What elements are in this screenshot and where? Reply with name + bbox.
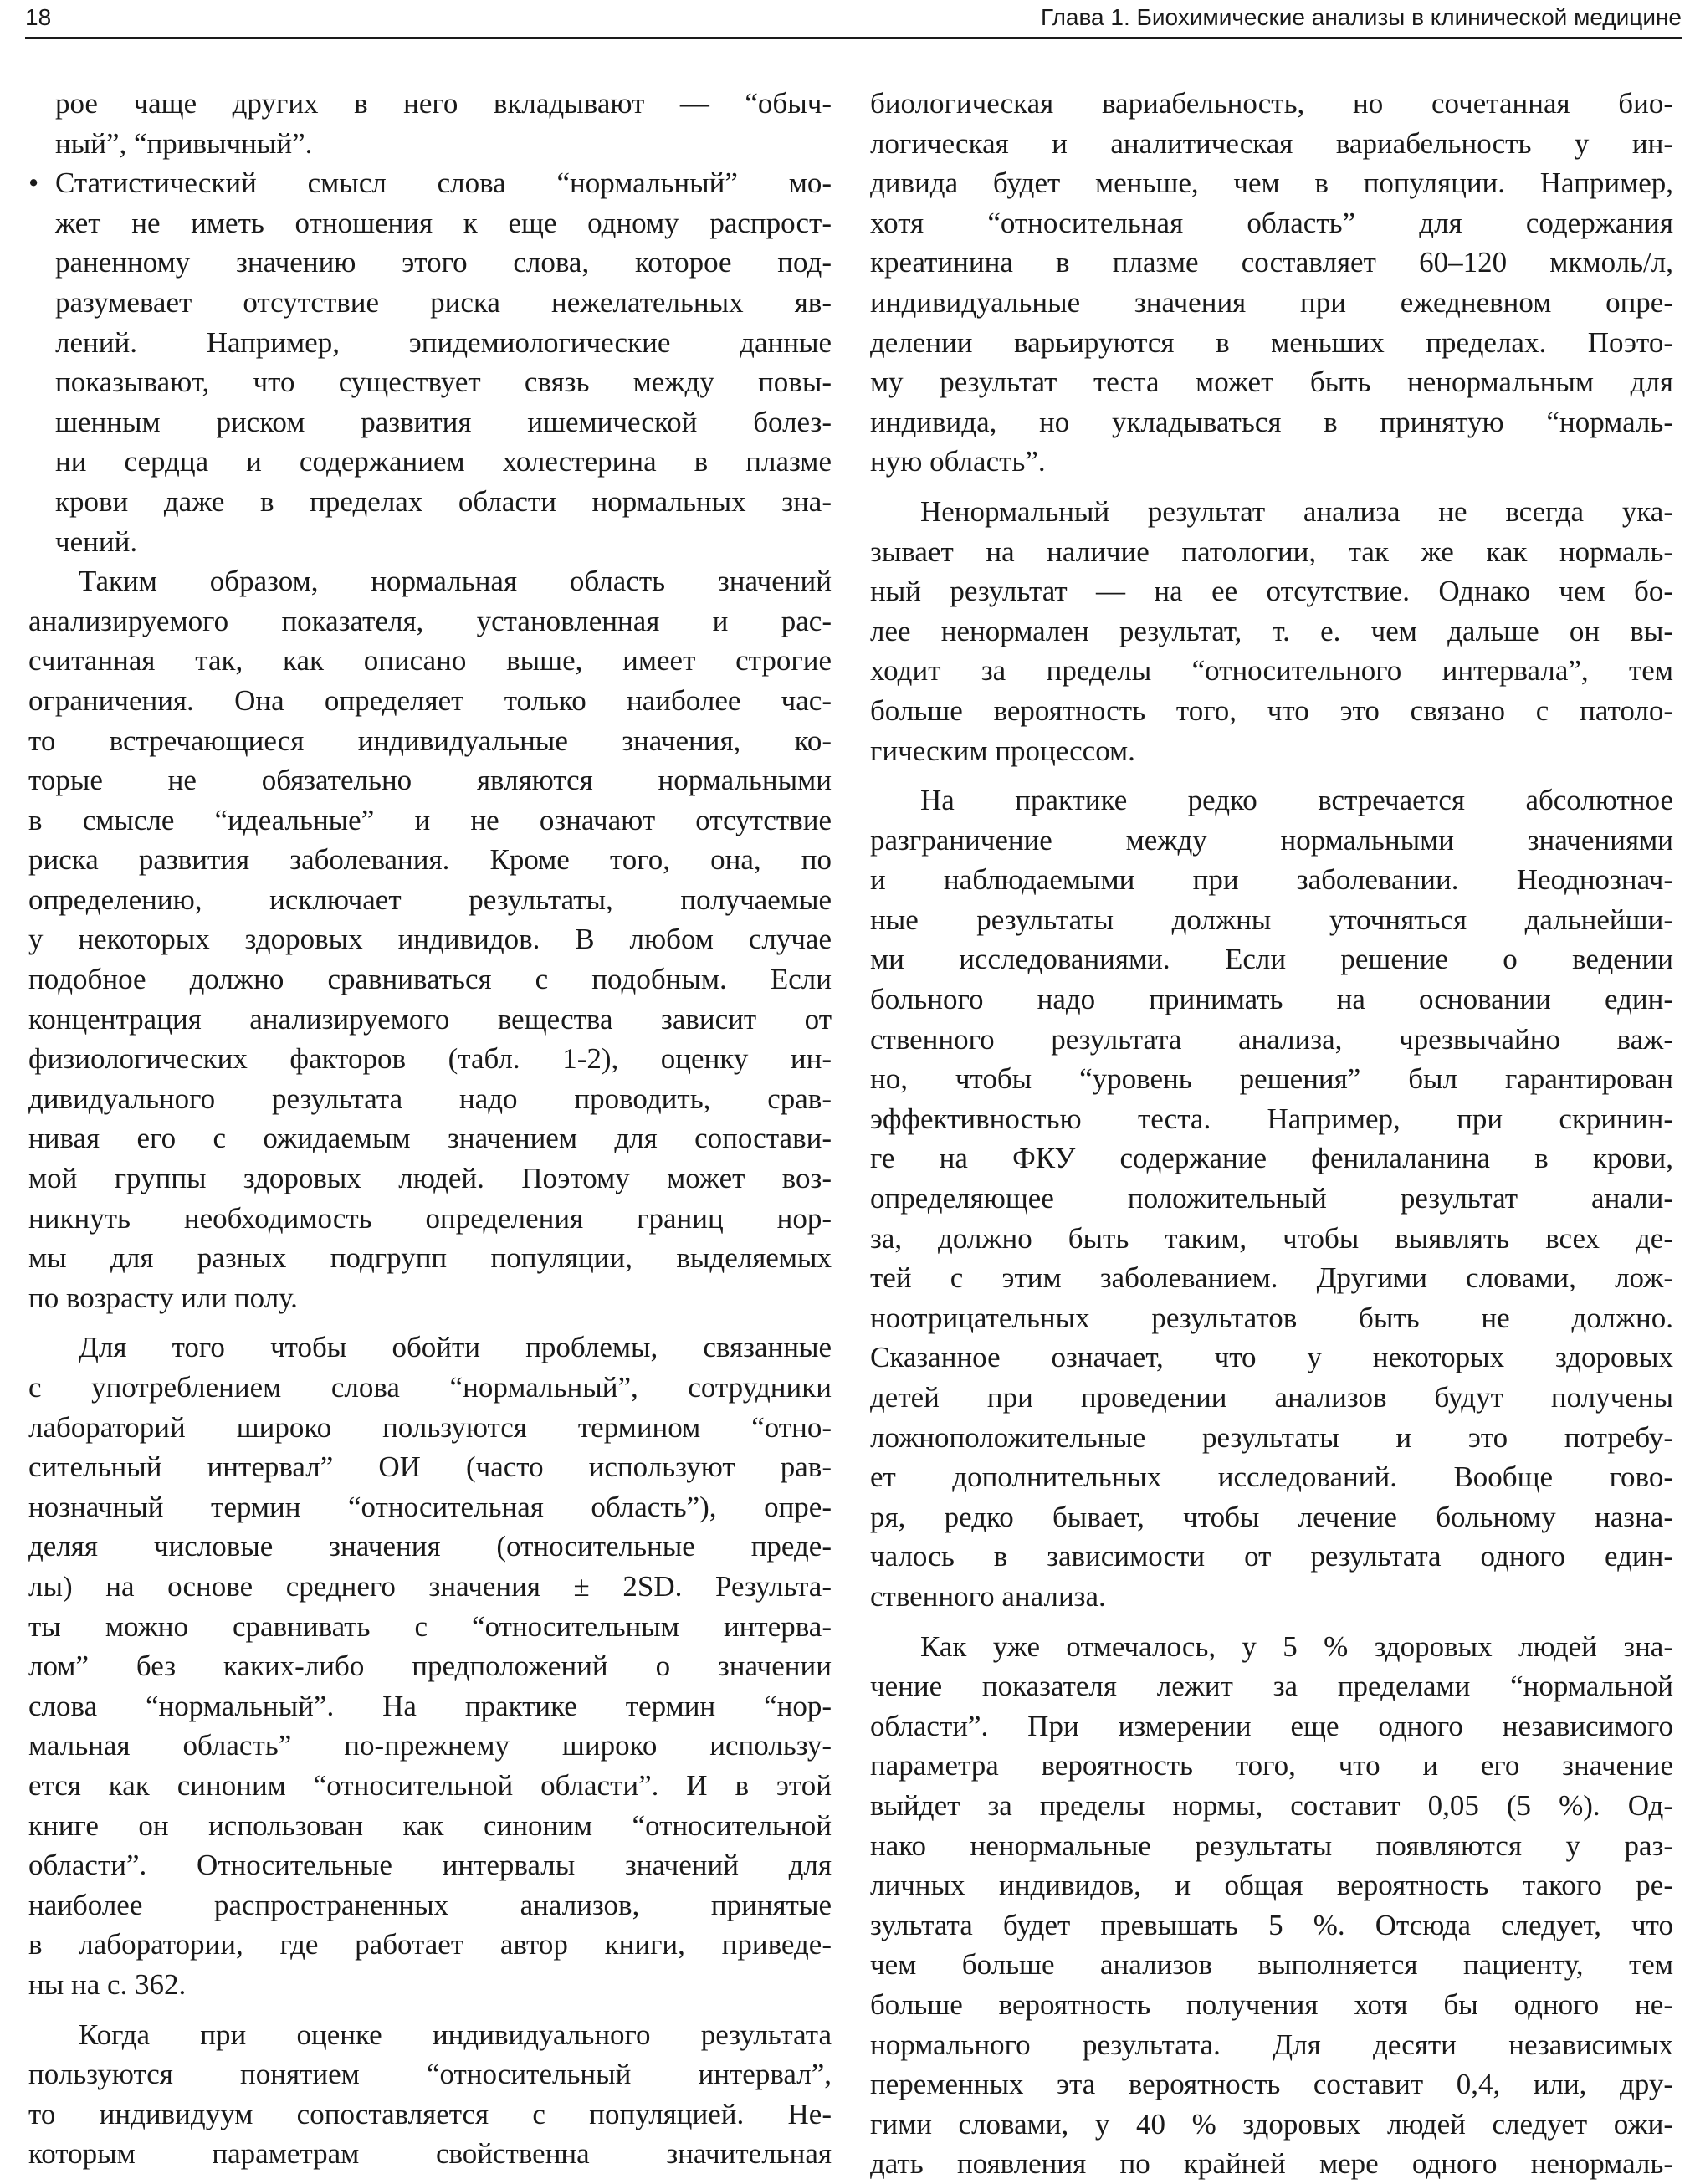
text-line: выйдет за пределы нормы, составит 0,05 (5 %). Од- [870,1788,1673,1822]
text-line: то индивидуум сопоставляется с популяцией. Не- [28,2097,832,2130]
text-line: анализируемого показателя, установленная и рас- [28,604,832,637]
text-line: личных индивидов, и общая вероятность такого ре- [870,1869,1673,1902]
text-line: нормального результата. Для десяти независимых [870,2028,1673,2061]
text-line: На практике редко встречается абсолютное [920,784,1673,817]
text-line: дивида будет меньше, чем в популяции. Например, [870,166,1673,200]
text-line: области”. При измерении еще одного независимого [870,1709,1673,1742]
text-line: с употреблением слова “нормальный”, сотрудники [28,1371,832,1404]
text-line: подобное должно сравниваться с подобным. Если [28,963,832,996]
text-line: нозначный термин “относительная область”), опре- [28,1490,832,1523]
text-line: ную область”. [870,445,1046,478]
text-line: ни сердца и содержанием холестерина в плазме [55,445,832,478]
text-line: Таким образом, нормальная область значений [79,565,832,598]
text-line: деляя числовые значения (относительные преде- [28,1530,832,1563]
bullet-symbol: • [28,166,39,200]
text-line: переменных эта вероятность составит 0,4, или, дру- [870,2068,1673,2101]
text-line: дать появления по крайней мере одного ненормаль- [870,2147,1673,2181]
text-line: мы для разных подгрупп популяции, выделяемых [28,1241,832,1275]
text-line: хотя “относительная область” для содержания [870,206,1673,239]
text-line: ный”, “привычный”. [55,126,313,160]
text-line: чений. [55,524,138,558]
text-line: дивидуального результата надо проводить, срав- [28,1082,832,1115]
text-line: ря, редко бывает, чтобы лечение больному назна- [870,1500,1673,1533]
running-title: Глава 1. Биохимические анализы в клинической медицине [1041,4,1682,30]
text-line: креатинина в плазме составляет 60–120 мкмоль/л, [870,246,1673,279]
text-line: делении варьируются в меньших пределах. Поэто- [870,325,1673,359]
text-line: слова “нормальный”. На практике термин “нор- [28,1689,832,1722]
text-line: ные результаты должны уточняться дальнейши- [870,903,1673,936]
text-line: лом” без каких-либо предположений о значении [28,1650,832,1683]
text-line: ограничения. Она определяет только наиболее час- [28,683,832,717]
text-line: физиологических факторов (табл. 1-2), оценку ин- [28,1042,832,1076]
text-line: области”. Относительные интервалы значений для [28,1849,832,1882]
text-line: зывает на наличие патологии, так же как нормаль- [870,534,1673,568]
text-line: жет не иметь отношения к еще одному распрост- [55,206,832,239]
text-line: нако ненормальные результаты появляются у раз- [870,1829,1673,1862]
text-line: за, должно быть таким, чтобы выявлять всех де- [870,1221,1673,1255]
text-line: в смысле “идеальные” и не означают отсутствие [28,803,832,836]
text-line: гими словами, у 40 % здоровых людей следует ожи- [870,2107,1673,2141]
text-line: Ненормальный результат анализа не всегда ука- [920,494,1673,528]
text-column-left [28,84,832,2174]
page-number: 18 [25,4,52,30]
text-line: ется как синоним “относительной области”. И в этой [28,1768,832,1802]
text-line: гическим процессом. [870,734,1135,767]
text-line: эффективностью теста. Например, при скринин- [870,1102,1673,1135]
text-column-right [870,84,1673,2184]
text-line: ны на с. 362. [28,1967,187,2001]
text-line: крови даже в пределах области нормальных зна- [55,484,832,518]
text-line: чалось в зависимости от результата одного един- [870,1540,1673,1573]
text-line: лы) на основе среднего значения ± 2SD. Результа- [28,1569,832,1603]
text-line: разграничение между нормальными значениями [870,823,1673,857]
text-line: мальная область” по-прежнему широко использу- [28,1729,832,1762]
text-line: никнуть необходимость определения границ нор- [28,1201,832,1235]
text-line: ет дополнительных исследований. Вообще гово- [870,1460,1673,1494]
text-line: больше вероятность получения хотя бы одного не- [870,1987,1673,2021]
text-line: лений. Например, эпидемиологические данные [55,325,832,359]
text-line: ственного анализа. [870,1579,1106,1613]
text-line: индивидуальные значения при ежедневном опре- [870,285,1673,319]
text-line: книге он использован как синоним “относительной [28,1808,832,1842]
text-line: мой группы здоровых людей. Поэтому может воз- [28,1162,832,1195]
text-line: зультата будет превышать 5 %. Отсюда следует, что [870,1908,1673,1941]
text-line: лее ненормален результат, т. е. чем дальше он вы- [870,614,1673,647]
text-line: ты можно сравнивать с “относительным интерва- [28,1609,832,1643]
text-line: Как уже отмечалось, у 5 % здоровых людей зна- [920,1629,1673,1663]
text-line: риска развития заболевания. Кроме того, она, по [28,843,832,877]
text-line: Для того чтобы обойти проблемы, связанные [79,1331,832,1364]
text-line: сительный интервал” ОИ (часто используют рав- [28,1450,832,1484]
text-line: ге на ФКУ содержание фенилаланина в крови, [870,1142,1673,1175]
text-line: определяющее положительный результат анали- [870,1182,1673,1215]
text-line: индивида, но укладываться в принятую “нормаль- [870,405,1673,438]
text-line: пользуются понятием “относительный интервал”, [28,2058,832,2091]
text-line: ходит за пределы “относительного интервала”, тем [870,654,1673,688]
text-line: Сказанное означает, что у некоторых здоровых [870,1341,1673,1374]
text-line: логическая и аналитическая вариабельность у ин- [870,126,1673,160]
text-line: Статистический смысл слова “нормальный” мо- [55,166,832,200]
text-line: биологическая вариабельность, но сочетанная био- [870,87,1673,120]
text-line: торые не обязательно являются нормальными [28,764,832,797]
text-line: считанная так, как описано выше, имеет строгие [28,644,832,678]
text-line: ный результат — на ее отсутствие. Однако чем бо- [870,575,1673,608]
text-line: ноотрицательных результатов быть не должно. [870,1301,1673,1334]
text-line: больше вероятность того, что это связано с патоло- [870,693,1673,727]
text-line: ложноположительные результаты и это потребу- [870,1420,1673,1454]
text-line: показывают, что существует связь между повы- [55,366,832,399]
text-line: чение показателя лежит за пределами “нормальной [870,1670,1673,1703]
text-line: концентрация анализируемого вещества зависит от [28,1002,832,1036]
text-line: но, чтобы “уровень решения” был гарантирован [870,1062,1673,1096]
page-header [25,0,1682,39]
text-line: нивая его с ожидаемым значением для сопостави- [28,1122,832,1155]
text-line: то встречающиеся индивидуальные значения, ко- [28,724,832,757]
text-line: определению, исключает результаты, получаемые [28,882,832,916]
text-line: и наблюдаемыми при заболевании. Неоднознач- [870,863,1673,897]
text-line: раненному значению этого слова, которое под- [55,246,832,279]
text-line: разумевает отсутствие риска нежелательных яв- [55,285,832,319]
text-line: у некоторых здоровых индивидов. В любом случае [28,923,832,956]
text-line: рое чаще других в него вкладывают — “обыч- [55,87,832,120]
text-line: му результат теста может быть ненормальным для [870,366,1673,399]
text-line: лабораторий широко пользуются термином “отно- [28,1410,832,1444]
text-line: которым параметрам свойственна значительная [28,2137,832,2171]
text-line: Когда при оценке индивидуального результата [79,2018,832,2051]
text-line: чем больше анализов выполняется пациенту, тем [870,1948,1673,1982]
text-line: больного надо принимать на основании един- [870,983,1673,1016]
text-line: ственного результата анализа, чрезвычайно важ- [870,1022,1673,1056]
text-line: ми исследованиями. Если решение о ведении [870,943,1673,976]
text-line: наиболее распространенных анализов, принятые [28,1888,832,1921]
text-line: в лаборатории, где работает автор книги, приведе- [28,1928,832,1962]
text-line: тей с этим заболеванием. Другими словами, лож- [870,1261,1673,1295]
bullet-item [28,163,832,203]
text-line: детей при проведении анализов будут получены [870,1381,1673,1414]
text-line: по возрасту или полу. [28,1281,298,1314]
text-line: параметра вероятность того, что и его значение [870,1749,1673,1782]
text-line: шенным риском развития ишемической болез- [55,405,832,438]
